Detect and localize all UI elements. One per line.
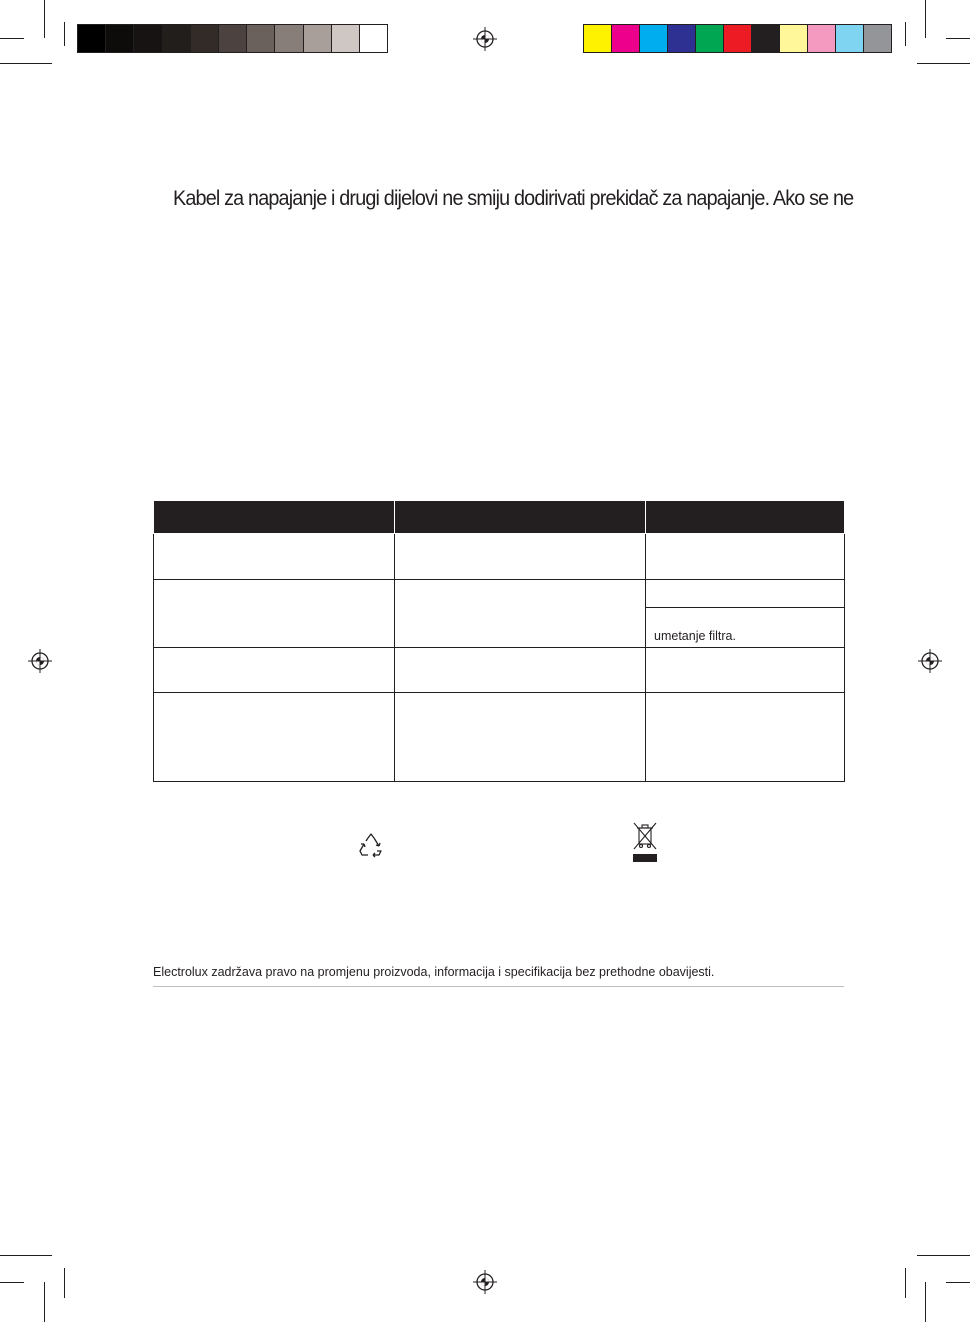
- color-swatch: [836, 25, 864, 52]
- table-cell: [646, 580, 845, 608]
- table-header-cell: [646, 501, 845, 534]
- crop-mark: [0, 1282, 24, 1283]
- color-swatch: [752, 25, 780, 52]
- table-cell: [395, 693, 646, 782]
- color-swatch: [360, 25, 387, 52]
- grayscale-color-bar: [77, 24, 388, 53]
- crop-mark: [917, 63, 970, 64]
- color-swatch: [191, 25, 219, 52]
- color-swatch: [584, 25, 612, 52]
- color-swatch: [696, 25, 724, 52]
- crop-mark: [925, 0, 926, 38]
- table-row: [154, 648, 845, 693]
- color-swatch: [332, 25, 360, 52]
- crop-mark: [905, 22, 906, 46]
- registration-mark-icon: [28, 649, 52, 673]
- crop-mark: [64, 1268, 65, 1298]
- table-cell: [154, 580, 395, 648]
- color-swatch: [275, 25, 303, 52]
- table-header-cell: [395, 501, 646, 534]
- crop-mark: [946, 1282, 970, 1283]
- color-swatch: [304, 25, 332, 52]
- crop-mark: [64, 22, 65, 46]
- table-header-cell: [154, 501, 395, 534]
- color-swatch: [78, 25, 106, 52]
- color-swatch: [163, 25, 191, 52]
- table-cell: [154, 693, 395, 782]
- table-row: [154, 580, 845, 608]
- table-header-row: [154, 501, 845, 534]
- recycle-icon: [357, 832, 385, 860]
- filter-remark-cell: umetanje filtra.: [646, 608, 845, 648]
- color-swatch: [668, 25, 696, 52]
- table-cell: [646, 693, 845, 782]
- color-swatch: [780, 25, 808, 52]
- color-swatch: [864, 25, 891, 52]
- color-swatch: [724, 25, 752, 52]
- process-color-bar: [583, 24, 892, 53]
- registration-mark-icon: [473, 1270, 497, 1294]
- color-swatch: [808, 25, 836, 52]
- warning-headline: Kabel za napajanje i drugi dijelovi ne smiju dodirivati prekidač za napajanje. Ako se ne: [173, 186, 854, 210]
- table-row: [154, 693, 845, 782]
- color-swatch: [640, 25, 668, 52]
- troubleshooting-table: [153, 500, 845, 782]
- footer-disclaimer: Electrolux zadržava pravo na promjenu proizvoda, informacija i specifikacija bez prethodne obavijesti.: [153, 965, 715, 979]
- crop-mark: [0, 38, 24, 39]
- crop-mark: [925, 1282, 926, 1322]
- crop-mark: [0, 63, 52, 64]
- footer-divider: [153, 986, 844, 987]
- table-cell: [154, 534, 395, 580]
- weee-crossed-bin-icon: [630, 820, 660, 864]
- table-cell: [646, 648, 845, 693]
- crop-mark: [905, 1268, 906, 1298]
- registration-mark-icon: [473, 27, 497, 51]
- crop-mark: [917, 1255, 970, 1256]
- crop-mark: [0, 1255, 52, 1256]
- table-row: [154, 534, 845, 580]
- color-swatch: [247, 25, 275, 52]
- crop-mark: [44, 0, 45, 38]
- table-cell: [395, 648, 646, 693]
- color-swatch: [612, 25, 640, 52]
- table-cell: [395, 580, 646, 648]
- table-cell: [154, 648, 395, 693]
- crop-mark: [44, 1282, 45, 1322]
- color-swatch: [134, 25, 162, 52]
- crop-mark: [946, 38, 970, 39]
- color-swatch: [219, 25, 247, 52]
- table-cell: [395, 534, 646, 580]
- table-cell: [646, 534, 845, 580]
- registration-mark-icon: [918, 649, 942, 673]
- color-swatch: [106, 25, 134, 52]
